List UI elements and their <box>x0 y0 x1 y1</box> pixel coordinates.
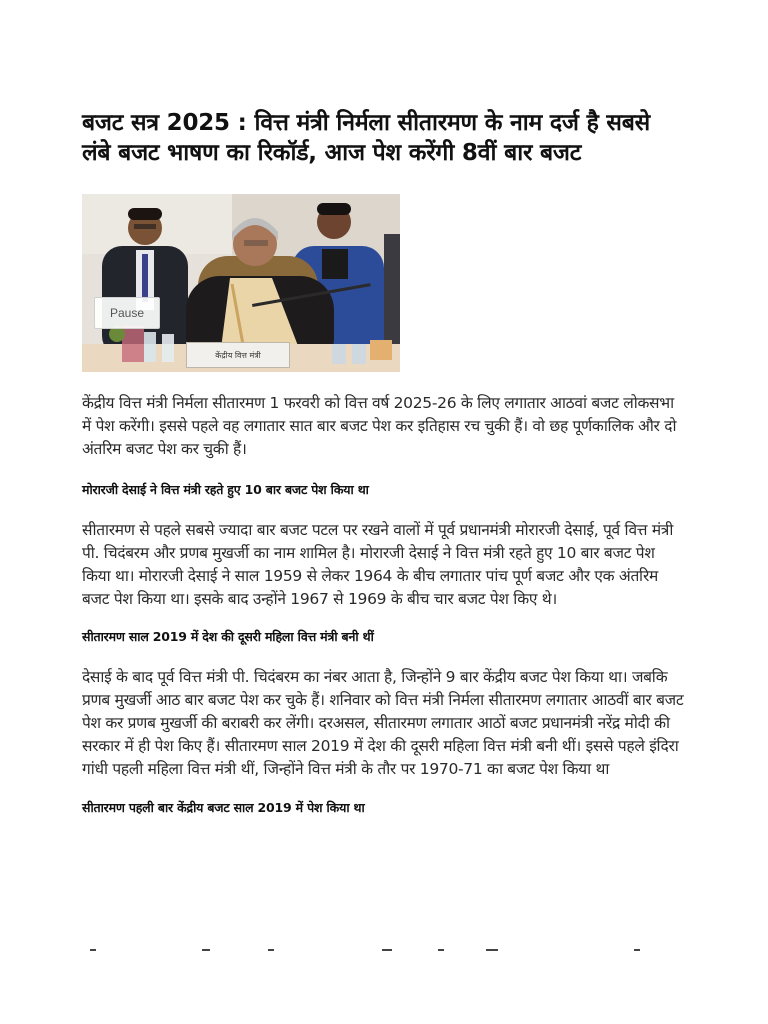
article-headline: बजट सत्र 2025 : वित्त मंत्री निर्मला सीतारमण के नाम दर्ज है सबसे लंबे बजट भाषण का रिकॉर्ड, आज पेश करेंगी 8वीं बार बजट <box>82 110 651 166</box>
truncated-text-line <box>82 947 642 953</box>
subheading-1: मोरारजी देसाई ने वित्त मंत्री रहते हुए 10 बार बजट पेश किया था <box>82 482 369 497</box>
nameplate: केंद्रीय वित्त मंत्री <box>186 342 290 368</box>
subheading-2: सीतारमण साल 2019 में देश की दूसरी महिला वित्त मंत्री बनी थीं <box>82 629 374 644</box>
subheading-3: सीतारमण पहली बार केंद्रीय बजट साल 2019 में पेश किया था <box>82 800 365 815</box>
article <box>82 108 686 817</box>
paragraph-2: सीतारमण से पहले सबसे ज्यादा बार बजट पटल पर रखने वालों में पूर्व प्रधानमंत्री मोरारजी देसाई, पूर्व वित्त मंत्री पी. चिदंबरम और प्रणब मुखर्जी का नाम शामिल है। मोरारजी देसाई ने वित्त मंत्री रहते हुए 10 बार बजट पेश किया था। मोरारजी देसाई ने साल 1959 से लेकर 1964 के बीच लगातार पांच पूर्ण बजट और एक अंतरिम बजट पेश किया था। इसके बाद उन्होंने 1967 से 1969 के बीच चार बजट पेश किए थे। <box>82 521 674 608</box>
article-photo <box>82 194 400 372</box>
paragraph-3: देसाई के बाद पूर्व वित्त मंत्री पी. चिदंबरम का नंबर आता है, जिन्होंने 9 बार केंद्रीय बजट पेश किया था। जबकि प्रणब मुखर्जी आठ बार बजट पेश कर चुके हैं। शनिवार को वित्त मंत्री निर्मला सीतारमण लगातार आठवीं बार बजट पेश कर प्रणब मुखर्जी की बराबरी कर लेंगी। दरअसल, सीतारमण लगातार आठों बजट प्रधानमंत्री नरेंद्र मोदी की सरकार में ही पेश किए हैं। सीतारमण साल 2019 में देश की दूसरी महिला वित्त मंत्री बनी थीं। इससे पहले इंदिरा गांधी पहली महिला वित्त मंत्री थीं, जिन्होंने वित्त मंत्री के तौर पर 1970-71 का बजट पेश किया था <box>82 668 684 778</box>
paragraph-1: केंद्रीय वित्त मंत्री निर्मला सीतारमण 1 फरवरी को वित्त वर्ष 2025-26 के लिए लगातार आठवां बजट लोकसभा में पेश करेंगी। इससे पहले वह लगातार सात बार बजट पेश कर इतिहास रच चुकी हैं। वो छह पूर्णकालिक और दो अंतरिम बजट पेश कर चुकी हैं। <box>82 394 677 458</box>
pause-button[interactable]: Pause <box>94 297 160 329</box>
